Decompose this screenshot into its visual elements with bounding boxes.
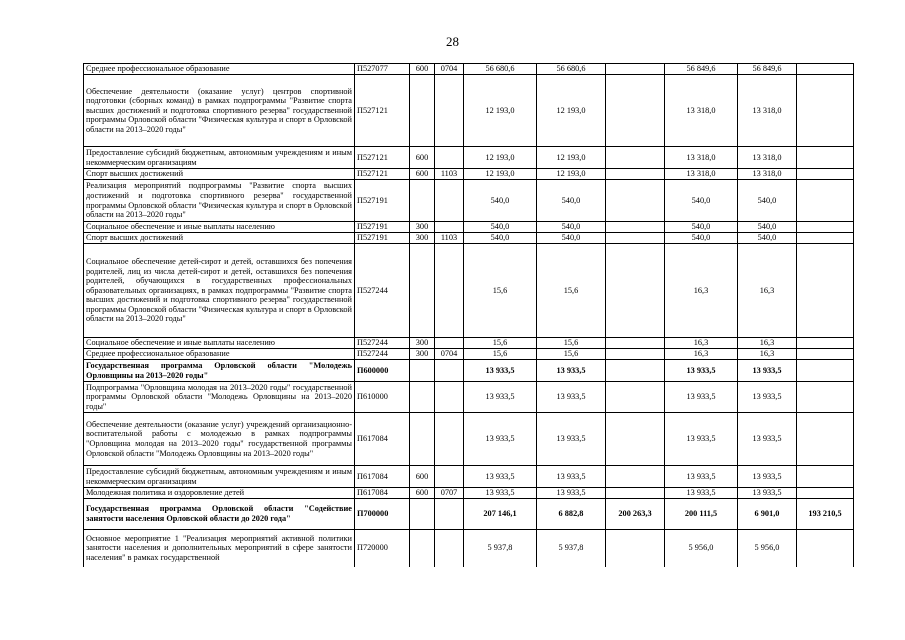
row-name: Подпрограмма "Орловщина молодая на 2013–2020 годы" государственной программы Орловской области "Молодежь Орловщины на 2013–2020 годы" xyxy=(84,382,355,413)
row-value-6 xyxy=(797,169,854,180)
row-section xyxy=(435,360,464,382)
row-value-1: 13 933,5 xyxy=(464,360,537,382)
row-value-1: 207 146,1 xyxy=(464,499,537,530)
row-code: П610000 xyxy=(355,382,410,413)
row-value-2: 6 882,8 xyxy=(537,499,606,530)
row-expense-type: 300 xyxy=(410,222,435,233)
row-value-1: 5 937,8 xyxy=(464,530,537,567)
row-value-6 xyxy=(797,147,854,169)
row-value-2: 15,6 xyxy=(537,349,606,360)
row-section: 0704 xyxy=(435,349,464,360)
row-value-4: 540,0 xyxy=(665,180,738,222)
row-value-3 xyxy=(606,382,665,413)
row-expense-type: 300 xyxy=(410,349,435,360)
row-value-4: 5 956,0 xyxy=(665,530,738,567)
row-expense-type: 600 xyxy=(410,488,435,499)
row-section xyxy=(435,222,464,233)
page-number: 28 xyxy=(446,34,459,49)
table-row xyxy=(84,530,854,567)
row-value-2: 13 933,5 xyxy=(537,413,606,466)
table-row xyxy=(84,169,854,180)
row-value-1: 13 933,5 xyxy=(464,382,537,413)
row-expense-type: 600 xyxy=(410,169,435,180)
row-name: Спорт высших достижений xyxy=(84,233,355,244)
row-value-3 xyxy=(606,180,665,222)
row-value-5: 13 933,5 xyxy=(738,488,797,499)
row-value-5: 13 933,5 xyxy=(738,466,797,488)
row-value-5: 5 956,0 xyxy=(738,530,797,567)
row-value-3: 200 263,3 xyxy=(606,499,665,530)
row-value-5: 56 849,6 xyxy=(738,64,797,75)
row-value-5: 540,0 xyxy=(738,222,797,233)
row-section xyxy=(435,75,464,147)
row-name: Предоставление субсидий бюджетным, автономным учреждениям и иным некоммерческим организациям xyxy=(84,466,355,488)
row-code: П527121 xyxy=(355,169,410,180)
table-row xyxy=(84,180,854,222)
row-value-5: 16,3 xyxy=(738,349,797,360)
row-code: П527191 xyxy=(355,222,410,233)
table-row xyxy=(84,499,854,530)
row-expense-type xyxy=(410,244,435,338)
row-value-3 xyxy=(606,360,665,382)
row-value-2: 5 937,8 xyxy=(537,530,606,567)
row-value-3 xyxy=(606,169,665,180)
row-name: Государственная программа Орловской области "Молодежь Орловщины на 2013–2020 годы" xyxy=(84,360,355,382)
row-expense-type xyxy=(410,180,435,222)
row-value-2: 12 193,0 xyxy=(537,75,606,147)
row-expense-type: 300 xyxy=(410,233,435,244)
row-value-6 xyxy=(797,530,854,567)
row-value-3 xyxy=(606,338,665,349)
row-value-5: 540,0 xyxy=(738,180,797,222)
row-value-6 xyxy=(797,338,854,349)
row-section: 0707 xyxy=(435,488,464,499)
row-value-1: 540,0 xyxy=(464,222,537,233)
row-value-6 xyxy=(797,180,854,222)
row-value-6 xyxy=(797,244,854,338)
row-code: П527244 xyxy=(355,349,410,360)
row-code: П720000 xyxy=(355,530,410,567)
row-value-3 xyxy=(606,64,665,75)
row-code: П617084 xyxy=(355,413,410,466)
row-value-1: 15,6 xyxy=(464,244,537,338)
row-section xyxy=(435,180,464,222)
row-section xyxy=(435,338,464,349)
row-section xyxy=(435,382,464,413)
row-expense-type: 600 xyxy=(410,466,435,488)
row-expense-type xyxy=(410,360,435,382)
row-value-6 xyxy=(797,64,854,75)
row-value-2: 13 933,5 xyxy=(537,466,606,488)
row-value-6 xyxy=(797,466,854,488)
row-value-1: 13 933,5 xyxy=(464,413,537,466)
row-value-1: 15,6 xyxy=(464,338,537,349)
row-value-4: 13 933,5 xyxy=(665,413,738,466)
row-name: Обеспечение деятельности (оказание услуг) учреждений организационно-воспитательной работы с молодежью в рамках подпрограммы "Орловщина молодая на 2013–2020 годы" государственной программы Орловской области "Молодежь Орловщины на 2013–2020 годы" xyxy=(84,413,355,466)
table-row xyxy=(84,244,854,338)
row-value-4: 56 849,6 xyxy=(665,64,738,75)
row-value-6 xyxy=(797,360,854,382)
row-value-5: 13 933,5 xyxy=(738,413,797,466)
row-value-1: 12 193,0 xyxy=(464,169,537,180)
row-name: Реализация мероприятий подпрограммы "Развитие спорта высших достижений и подготовка спортивного резерва" государственной программы Орловской области "Физическая культура и спорт в Орловской области на 2013–2020 годы" xyxy=(84,180,355,222)
row-section xyxy=(435,466,464,488)
table-row xyxy=(84,64,854,75)
row-value-5: 16,3 xyxy=(738,244,797,338)
row-value-1: 13 933,5 xyxy=(464,466,537,488)
row-code: П527244 xyxy=(355,244,410,338)
row-value-4: 13 933,5 xyxy=(665,488,738,499)
row-value-3 xyxy=(606,147,665,169)
row-value-4: 16,3 xyxy=(665,349,738,360)
row-value-5: 16,3 xyxy=(738,338,797,349)
row-value-4: 540,0 xyxy=(665,233,738,244)
table-row xyxy=(84,233,854,244)
row-code: П527121 xyxy=(355,147,410,169)
row-value-2: 13 933,5 xyxy=(537,488,606,499)
row-value-3 xyxy=(606,222,665,233)
row-value-1: 56 680,6 xyxy=(464,64,537,75)
row-expense-type xyxy=(410,530,435,567)
table-row xyxy=(84,75,854,147)
table-row xyxy=(84,349,854,360)
row-value-4: 13 318,0 xyxy=(665,147,738,169)
row-value-2: 12 193,0 xyxy=(537,169,606,180)
row-value-3 xyxy=(606,413,665,466)
row-section: 0704 xyxy=(435,64,464,75)
row-value-3 xyxy=(606,466,665,488)
row-value-2: 56 680,6 xyxy=(537,64,606,75)
row-value-1: 13 933,5 xyxy=(464,488,537,499)
table-row xyxy=(84,413,854,466)
row-value-5: 13 933,5 xyxy=(738,360,797,382)
row-value-6 xyxy=(797,488,854,499)
row-value-6 xyxy=(797,349,854,360)
row-value-2: 12 193,0 xyxy=(537,147,606,169)
row-value-4: 540,0 xyxy=(665,222,738,233)
row-name: Предоставление субсидий бюджетным, автономным учреждениям и иным некоммерческим организациям xyxy=(84,147,355,169)
row-section xyxy=(435,147,464,169)
row-value-1: 15,6 xyxy=(464,349,537,360)
row-value-1: 540,0 xyxy=(464,180,537,222)
row-value-2: 13 933,5 xyxy=(537,360,606,382)
table-row xyxy=(84,360,854,382)
row-value-4: 16,3 xyxy=(665,244,738,338)
row-value-4: 13 318,0 xyxy=(665,169,738,180)
row-section: 1103 xyxy=(435,233,464,244)
row-name: Среднее профессиональное образование xyxy=(84,349,355,360)
table-row xyxy=(84,466,854,488)
row-value-6 xyxy=(797,222,854,233)
row-expense-type xyxy=(410,382,435,413)
budget-table xyxy=(83,63,854,567)
row-value-2: 540,0 xyxy=(537,180,606,222)
row-value-6 xyxy=(797,233,854,244)
row-value-1: 540,0 xyxy=(464,233,537,244)
row-section: 1103 xyxy=(435,169,464,180)
table-row xyxy=(84,147,854,169)
row-code: П700000 xyxy=(355,499,410,530)
row-value-4: 13 318,0 xyxy=(665,75,738,147)
row-section xyxy=(435,244,464,338)
row-expense-type: 300 xyxy=(410,338,435,349)
row-value-2: 540,0 xyxy=(537,222,606,233)
row-code: П527121 xyxy=(355,75,410,147)
row-code: П617084 xyxy=(355,466,410,488)
row-value-1: 12 193,0 xyxy=(464,147,537,169)
row-value-3 xyxy=(606,349,665,360)
row-value-6 xyxy=(797,75,854,147)
row-value-4: 13 933,5 xyxy=(665,466,738,488)
row-value-3 xyxy=(606,530,665,567)
table-row xyxy=(84,338,854,349)
row-name: Молодежная политика и оздоровление детей xyxy=(84,488,355,499)
row-value-6: 193 210,5 xyxy=(797,499,854,530)
table-row xyxy=(84,382,854,413)
row-value-3 xyxy=(606,244,665,338)
row-value-3 xyxy=(606,233,665,244)
row-expense-type xyxy=(410,413,435,466)
row-expense-type xyxy=(410,499,435,530)
row-code: П527191 xyxy=(355,233,410,244)
row-name: Социальное обеспечение детей-сирот и детей, оставшихся без попечения родителей, лиц из числа детей-сирот и детей, оставшихся без попечения родителей, обучающихся в государственных профессиональных образовательных организациях, в рамках подпрограммы "Развитие спорта высших достижений и подготовка спортивного резерва" государственной программы Орловской области "Физическая культура и спорт в Орловской области на 2013–2020 годы" xyxy=(84,244,355,338)
row-expense-type: 600 xyxy=(410,147,435,169)
row-value-5: 13 318,0 xyxy=(738,169,797,180)
row-code: П527191 xyxy=(355,180,410,222)
row-value-6 xyxy=(797,382,854,413)
row-value-2: 540,0 xyxy=(537,233,606,244)
row-name: Спорт высших достижений xyxy=(84,169,355,180)
row-value-2: 15,6 xyxy=(537,338,606,349)
row-value-5: 6 901,0 xyxy=(738,499,797,530)
row-name: Государственная программа Орловской области "Содействие занятости населения Орловской области до 2020 года" xyxy=(84,499,355,530)
row-value-4: 200 111,5 xyxy=(665,499,738,530)
row-name: Основное мероприятие 1 "Реализация мероприятий активной политики занятости населения и дополнительных мероприятий в сфере занятости населения" в рамках государственной xyxy=(84,530,355,567)
table-row xyxy=(84,488,854,499)
row-name: Социальное обеспечение и иные выплаты населению xyxy=(84,222,355,233)
row-code: П600000 xyxy=(355,360,410,382)
row-code: П527244 xyxy=(355,338,410,349)
row-value-5: 13 318,0 xyxy=(738,75,797,147)
row-value-5: 13 318,0 xyxy=(738,147,797,169)
row-name: Обеспечение деятельности (оказание услуг) центров спортивной подготовки (сборных команд) в рамках подпрограммы "Развитие спорта высших достижений и подготовка спортивного резерва" государственной программы Орловской области "Физическая культура и спорт в Орловской области на 2013–2020 годы" xyxy=(84,75,355,147)
table-row xyxy=(84,222,854,233)
row-name: Социальное обеспечение и иные выплаты населению xyxy=(84,338,355,349)
row-expense-type xyxy=(410,75,435,147)
row-value-3 xyxy=(606,488,665,499)
row-section xyxy=(435,413,464,466)
row-value-4: 16,3 xyxy=(665,338,738,349)
row-value-4: 13 933,5 xyxy=(665,360,738,382)
row-value-3 xyxy=(606,75,665,147)
row-code: П617084 xyxy=(355,488,410,499)
row-value-1: 12 193,0 xyxy=(464,75,537,147)
row-value-4: 13 933,5 xyxy=(665,382,738,413)
row-code: П527077 xyxy=(355,64,410,75)
row-section xyxy=(435,499,464,530)
row-value-6 xyxy=(797,413,854,466)
row-value-5: 540,0 xyxy=(738,233,797,244)
row-value-2: 15,6 xyxy=(537,244,606,338)
row-expense-type: 600 xyxy=(410,64,435,75)
row-value-5: 13 933,5 xyxy=(738,382,797,413)
row-section xyxy=(435,530,464,567)
row-name: Среднее профессиональное образование xyxy=(84,64,355,75)
row-value-2: 13 933,5 xyxy=(537,382,606,413)
